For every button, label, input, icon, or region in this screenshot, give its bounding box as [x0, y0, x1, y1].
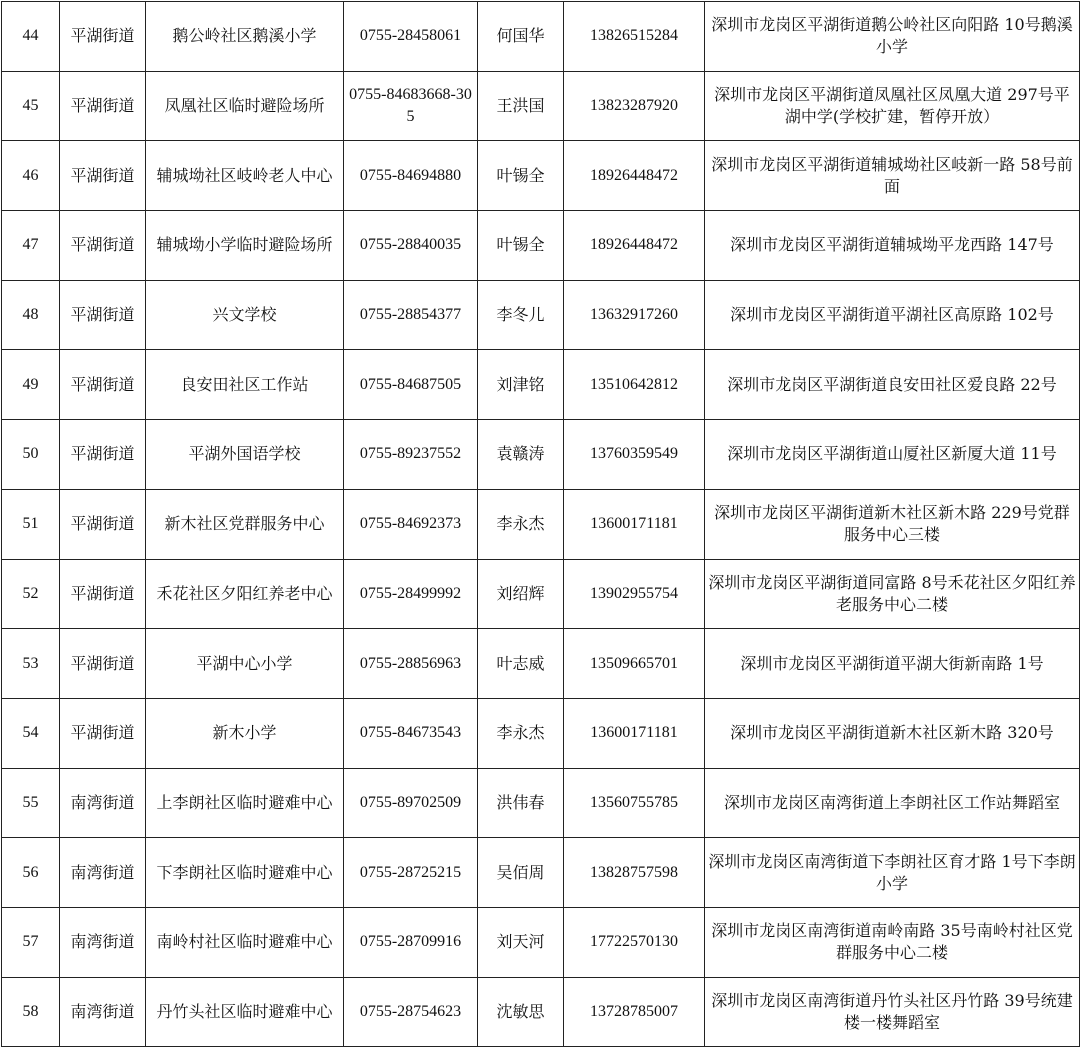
shelter-name: 新木社区党群服务中心	[146, 489, 344, 559]
table-row	[2, 698, 1080, 768]
mobile-phone: 13600171181	[564, 489, 705, 559]
mobile-phone: 13509665701	[564, 629, 705, 699]
shelter-address: 深圳市龙岗区平湖街道良安田社区爱良路 22号	[705, 350, 1080, 420]
street-name: 平湖街道	[60, 629, 146, 699]
shelter-address: 深圳市龙岗区平湖街道新木社区新木路 320号	[705, 698, 1080, 768]
shelter-address: 深圳市龙岗区平湖街道辅城坳社区岐新一路 58号前面	[705, 141, 1080, 211]
row-number: 47	[2, 211, 60, 281]
shelter-address: 深圳市龙岗区平湖街道同富路 8号禾花社区夕阳红养老服务中心二楼	[705, 559, 1080, 629]
shelter-name: 丹竹头社区临时避难中心	[146, 977, 344, 1047]
shelter-address: 深圳市龙岗区南湾街道南岭南路 35号南岭村社区党群服务中心二楼	[705, 907, 1080, 977]
street-name: 平湖街道	[60, 71, 146, 141]
shelter-name: 新木小学	[146, 698, 344, 768]
mobile-phone: 13510642812	[564, 350, 705, 420]
mobile-phone: 18926448472	[564, 141, 705, 211]
table-row	[2, 350, 1080, 420]
row-number: 46	[2, 141, 60, 211]
shelter-name: 平湖中心小学	[146, 629, 344, 699]
street-name: 平湖街道	[60, 350, 146, 420]
street-name: 平湖街道	[60, 559, 146, 629]
row-number: 55	[2, 768, 60, 838]
mobile-phone: 13826515284	[564, 2, 705, 72]
contact-person: 洪伟春	[478, 768, 564, 838]
landline-phone: 0755-28854377	[344, 280, 478, 350]
shelter-address: 深圳市龙岗区南湾街道下李朗社区育才路 1号下李朗小学	[705, 838, 1080, 908]
table-row	[2, 559, 1080, 629]
landline-phone: 0755-28725215	[344, 838, 478, 908]
contact-person: 李冬儿	[478, 280, 564, 350]
landline-phone: 0755-84673543	[344, 698, 478, 768]
mobile-phone: 13560755785	[564, 768, 705, 838]
shelter-name: 兴文学校	[146, 280, 344, 350]
landline-phone: 0755-84694880	[344, 141, 478, 211]
street-name: 南湾街道	[60, 838, 146, 908]
contact-person: 叶锡全	[478, 211, 564, 281]
shelter-address: 深圳市龙岗区平湖街道辅城坳平龙西路 147号	[705, 211, 1080, 281]
street-name: 平湖街道	[60, 141, 146, 211]
landline-phone: 0755-28499992	[344, 559, 478, 629]
row-number: 54	[2, 698, 60, 768]
mobile-phone: 18926448472	[564, 211, 705, 281]
street-name: 平湖街道	[60, 2, 146, 72]
contact-person: 刘绍辉	[478, 559, 564, 629]
street-name: 平湖街道	[60, 280, 146, 350]
shelter-name: 鹅公岭社区鹅溪小学	[146, 2, 344, 72]
shelter-address: 深圳市龙岗区平湖街道凤凰社区凤凰大道 297号平湖中学(学校扩建，暂停开放）	[705, 71, 1080, 141]
table-row	[2, 768, 1080, 838]
table-row	[2, 2, 1080, 72]
table-row	[2, 977, 1080, 1047]
mobile-phone: 13902955754	[564, 559, 705, 629]
street-name: 平湖街道	[60, 211, 146, 281]
contact-person: 沈敏思	[478, 977, 564, 1047]
mobile-phone: 13823287920	[564, 71, 705, 141]
mobile-phone: 17722570130	[564, 907, 705, 977]
contact-person: 叶志威	[478, 629, 564, 699]
table-row	[2, 838, 1080, 908]
shelter-name: 上李朗社区临时避难中心	[146, 768, 344, 838]
row-number: 58	[2, 977, 60, 1047]
contact-person: 刘天河	[478, 907, 564, 977]
landline-phone: 0755-89237552	[344, 420, 478, 490]
table-row	[2, 280, 1080, 350]
shelter-address: 深圳市龙岗区平湖街道平湖社区高原路 102号	[705, 280, 1080, 350]
row-number: 49	[2, 350, 60, 420]
table-body	[2, 2, 1080, 1047]
contact-person: 何国华	[478, 2, 564, 72]
mobile-phone: 13828757598	[564, 838, 705, 908]
shelter-name: 下李朗社区临时避难中心	[146, 838, 344, 908]
row-number: 44	[2, 2, 60, 72]
street-name: 平湖街道	[60, 489, 146, 559]
shelter-address: 深圳市龙岗区平湖街道山厦社区新厦大道 11号	[705, 420, 1080, 490]
table-row	[2, 489, 1080, 559]
shelter-address: 深圳市龙岗区南湾街道丹竹头社区丹竹路 39号统建楼一楼舞蹈室	[705, 977, 1080, 1047]
mobile-phone: 13728785007	[564, 977, 705, 1047]
street-name: 南湾街道	[60, 907, 146, 977]
row-number: 45	[2, 71, 60, 141]
shelter-address: 深圳市龙岗区平湖街道新木社区新木路 229号党群服务中心三楼	[705, 489, 1080, 559]
table-row	[2, 211, 1080, 281]
contact-person: 王洪国	[478, 71, 564, 141]
street-name: 平湖街道	[60, 420, 146, 490]
landline-phone: 0755-28856963	[344, 629, 478, 699]
landline-phone: 0755-28840035	[344, 211, 478, 281]
mobile-phone: 13632917260	[564, 280, 705, 350]
landline-phone: 0755-84687505	[344, 350, 478, 420]
shelter-name: 辅城坳社区岐岭老人中心	[146, 141, 344, 211]
landline-phone: 0755-84683668-305	[344, 71, 478, 141]
shelter-address: 深圳市龙岗区平湖街道鹅公岭社区向阳路 10号鹅溪小学	[705, 2, 1080, 72]
mobile-phone: 13600171181	[564, 698, 705, 768]
contact-person: 叶锡全	[478, 141, 564, 211]
shelter-name: 平湖外国语学校	[146, 420, 344, 490]
contact-person: 李永杰	[478, 698, 564, 768]
row-number: 52	[2, 559, 60, 629]
row-number: 50	[2, 420, 60, 490]
landline-phone: 0755-28458061	[344, 2, 478, 72]
row-number: 53	[2, 629, 60, 699]
row-number: 56	[2, 838, 60, 908]
table-row	[2, 141, 1080, 211]
table-row	[2, 907, 1080, 977]
shelter-name: 良安田社区工作站	[146, 350, 344, 420]
contact-person: 李永杰	[478, 489, 564, 559]
landline-phone: 0755-84692373	[344, 489, 478, 559]
row-number: 48	[2, 280, 60, 350]
street-name: 平湖街道	[60, 698, 146, 768]
contact-person: 袁赣涛	[478, 420, 564, 490]
mobile-phone: 13760359549	[564, 420, 705, 490]
shelter-table	[1, 1, 1080, 1047]
contact-person: 刘津铭	[478, 350, 564, 420]
shelter-name: 凤凰社区临时避险场所	[146, 71, 344, 141]
landline-phone: 0755-89702509	[344, 768, 478, 838]
contact-person: 吴佰周	[478, 838, 564, 908]
table-row	[2, 71, 1080, 141]
shelter-address: 深圳市龙岗区南湾街道上李朗社区工作站舞蹈室	[705, 768, 1080, 838]
shelter-name: 南岭村社区临时避难中心	[146, 907, 344, 977]
row-number: 51	[2, 489, 60, 559]
street-name: 南湾街道	[60, 977, 146, 1047]
street-name: 南湾街道	[60, 768, 146, 838]
shelter-address: 深圳市龙岗区平湖街道平湖大街新南路 1号	[705, 629, 1080, 699]
row-number: 57	[2, 907, 60, 977]
landline-phone: 0755-28709916	[344, 907, 478, 977]
shelter-name: 辅城坳小学临时避险场所	[146, 211, 344, 281]
shelter-name: 禾花社区夕阳红养老中心	[146, 559, 344, 629]
table-row	[2, 629, 1080, 699]
landline-phone: 0755-28754623	[344, 977, 478, 1047]
table-row	[2, 420, 1080, 490]
